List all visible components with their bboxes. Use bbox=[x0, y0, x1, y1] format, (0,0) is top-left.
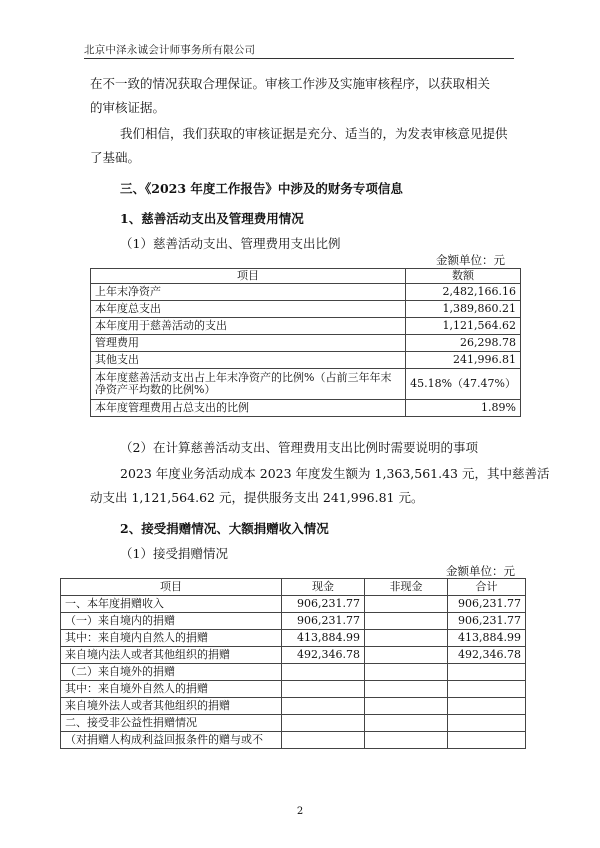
row-value: 2,482,166.16 bbox=[406, 284, 521, 301]
table-row bbox=[91, 335, 521, 352]
subsection-2-title: 2、接受捐赠情况、大额捐赠收入情况 bbox=[120, 521, 329, 536]
noncash-cell bbox=[365, 664, 448, 681]
table-header-row bbox=[61, 579, 526, 596]
unit-label: 金额单位：元 bbox=[446, 564, 515, 578]
total-cell bbox=[448, 664, 526, 681]
row-value: 1,121,564.62 bbox=[406, 318, 521, 335]
row-label: 来自境外法人或者其他组织的捐赠 bbox=[61, 698, 282, 715]
cash-cell bbox=[282, 681, 365, 698]
item-1-1-title: （1）慈善活动支出、管理费用支出比例 bbox=[120, 236, 341, 251]
row-value: 1.89% bbox=[406, 400, 521, 417]
table-row bbox=[61, 681, 526, 698]
noncash-cell bbox=[365, 732, 448, 749]
row-value: 241,996.81 bbox=[406, 352, 521, 369]
paragraph-line: 的审核证据。 bbox=[90, 100, 166, 115]
table-row bbox=[61, 630, 526, 647]
column-header: 现金 bbox=[282, 579, 365, 596]
row-label: 其他支出 bbox=[91, 352, 406, 369]
row-label: 管理费用 bbox=[91, 335, 406, 352]
table-row bbox=[61, 698, 526, 715]
table-row bbox=[61, 647, 526, 664]
noncash-cell bbox=[365, 681, 448, 698]
row-label: 本年度用于慈善活动的支出 bbox=[91, 318, 406, 335]
table-row bbox=[91, 318, 521, 335]
noncash-cell bbox=[365, 630, 448, 647]
page-number: 2 bbox=[296, 806, 304, 817]
row-value: 26,298.78 bbox=[406, 335, 521, 352]
cash-cell bbox=[282, 732, 365, 749]
cash-cell: 413,884.99 bbox=[282, 630, 365, 647]
column-header: 数额 bbox=[406, 269, 521, 284]
total-cell: 492,346.78 bbox=[448, 647, 526, 664]
table-row bbox=[91, 284, 521, 301]
table-row bbox=[91, 352, 521, 369]
total-cell: 413,884.99 bbox=[448, 630, 526, 647]
row-label: 本年度总支出 bbox=[91, 301, 406, 318]
table-header-row bbox=[91, 269, 521, 284]
total-cell: 906,231.77 bbox=[448, 613, 526, 630]
column-header: 非现金 bbox=[365, 579, 448, 596]
column-header: 合计 bbox=[448, 579, 526, 596]
cash-cell: 492,346.78 bbox=[282, 647, 365, 664]
noncash-cell bbox=[365, 715, 448, 732]
noncash-cell bbox=[365, 596, 448, 613]
row-value: 45.18%（47.47%） bbox=[406, 369, 521, 400]
firm-header: 北京中泽永诚会计师事务所有限公司 bbox=[84, 44, 256, 56]
table-row bbox=[61, 715, 526, 732]
row-label: 其中：来自境内自然人的捐赠 bbox=[61, 630, 282, 647]
row-value: 1,389,860.21 bbox=[406, 301, 521, 318]
noncash-cell bbox=[365, 698, 448, 715]
paragraph-line: 2023 年度业务活动成本 2023 年度发生额为 1,363,561.43 元，其中慈善活 bbox=[120, 466, 550, 481]
table-row bbox=[61, 664, 526, 681]
row-label: （一）来自境内的捐赠 bbox=[61, 613, 282, 630]
paragraph-line: 在不一致的情况获取合理保证。审核工作涉及实施审核程序，以获取相关 bbox=[90, 76, 491, 91]
row-label: 本年度管理费用占总支出的比例 bbox=[91, 400, 406, 417]
paragraph-line: 我们相信，我们获取的审核证据是充分、适当的，为发表审核意见提供 bbox=[120, 126, 508, 141]
cash-cell bbox=[282, 664, 365, 681]
cash-cell: 906,231.77 bbox=[282, 613, 365, 630]
total-cell bbox=[448, 732, 526, 749]
unit-label: 金额单位：元 bbox=[436, 253, 505, 267]
total-cell bbox=[448, 681, 526, 698]
paragraph-line: 动支出 1,121,564.62 元，提供服务支出 241,996.81 元。 bbox=[90, 490, 424, 505]
cash-cell: 906,231.77 bbox=[282, 596, 365, 613]
table-row bbox=[91, 301, 521, 318]
row-label: （对捐赠人构成利益回报条件的赠与或不 bbox=[61, 732, 282, 749]
header-rule bbox=[84, 58, 514, 59]
noncash-cell bbox=[365, 647, 448, 664]
table-row bbox=[61, 732, 526, 749]
row-label: （二）来自境外的捐赠 bbox=[61, 664, 282, 681]
noncash-cell bbox=[365, 613, 448, 630]
row-label: 一、本年度捐赠收入 bbox=[61, 596, 282, 613]
total-cell bbox=[448, 698, 526, 715]
row-label: 上年末净资产 bbox=[91, 284, 406, 301]
row-label: 二、接受非公益性捐赠情况 bbox=[61, 715, 282, 732]
expense-ratio-table bbox=[90, 268, 521, 417]
column-header: 项目 bbox=[91, 269, 406, 284]
section-3-title: 三、《2023 年度工作报告》中涉及的财务专项信息 bbox=[120, 181, 403, 196]
table-row bbox=[91, 369, 521, 400]
cash-cell bbox=[282, 698, 365, 715]
item-2-1-title: （1）接受捐赠情况 bbox=[120, 546, 228, 561]
row-label: 来自境内法人或者其他组织的捐赠 bbox=[61, 647, 282, 664]
table-row bbox=[61, 596, 526, 613]
total-cell: 906,231.77 bbox=[448, 596, 526, 613]
row-label: 本年度慈善活动支出占上年末净资产的比例%（占前三年年末净资产平均数的比例%） bbox=[91, 369, 406, 400]
table-row bbox=[91, 400, 521, 417]
table-row bbox=[61, 613, 526, 630]
row-label: 其中：来自境外自然人的捐赠 bbox=[61, 681, 282, 698]
total-cell bbox=[448, 715, 526, 732]
subsection-1-title: 1、慈善活动支出及管理费用情况 bbox=[120, 211, 304, 226]
donation-table bbox=[60, 578, 526, 749]
column-header: 项目 bbox=[61, 579, 282, 596]
cash-cell bbox=[282, 715, 365, 732]
item-1-2-title: （2）在计算慈善活动支出、管理费用支出比例时需要说明的事项 bbox=[120, 440, 478, 455]
paragraph-line: 了基础。 bbox=[90, 150, 141, 165]
